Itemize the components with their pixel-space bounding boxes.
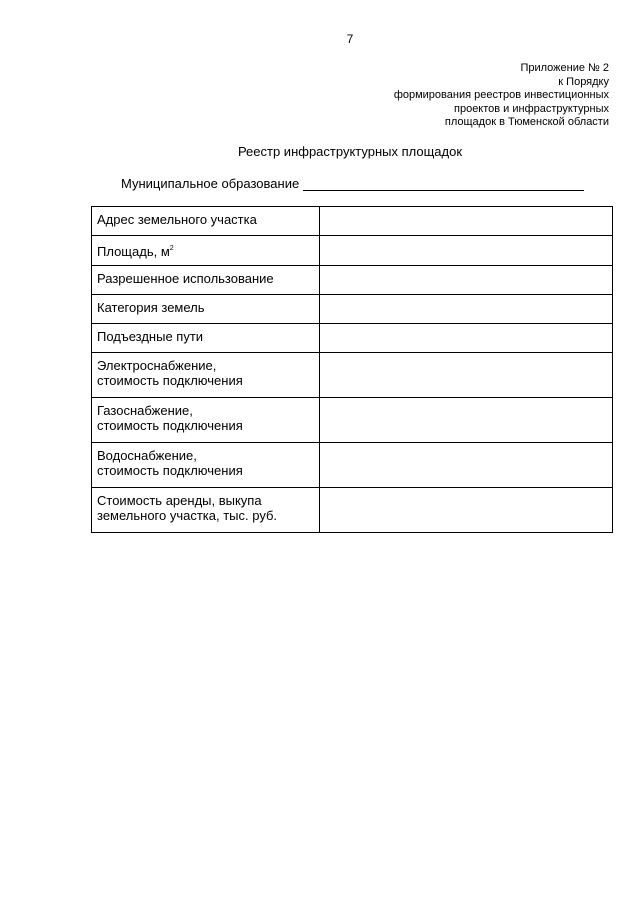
- row-label-text: стоимость подключения: [97, 418, 243, 433]
- table-row: [92, 352, 613, 397]
- table-row: [92, 487, 613, 532]
- table-row: [92, 236, 613, 266]
- row-label: [92, 207, 320, 236]
- row-value-cell: [319, 236, 612, 266]
- row-label-text: Категория земель: [97, 299, 205, 315]
- row-label-text: Стоимость аренды, выкупа: [97, 492, 262, 508]
- row-label-text: Площадь, м: [97, 244, 170, 259]
- row-label: [92, 442, 320, 487]
- table-row: [92, 442, 613, 487]
- row-label: [92, 265, 320, 294]
- appendix-line: площадок в Тюменской области: [444, 116, 609, 128]
- table-row: [92, 323, 613, 352]
- municipality-blank-line: [303, 177, 584, 191]
- row-label: [92, 487, 320, 532]
- table-row: [92, 207, 613, 236]
- row-value-cell: [319, 487, 612, 532]
- row-label-text: земельного участка, тыс. руб.: [97, 508, 278, 523]
- appendix-line: Приложение № 2: [520, 62, 609, 74]
- row-label: [92, 236, 320, 266]
- row-label-text: стоимость подключения: [97, 463, 243, 478]
- row-label: [92, 352, 320, 397]
- page-number: 7: [346, 32, 354, 46]
- document-title: Реестр инфраструктурных площадок: [237, 144, 463, 159]
- appendix-line: проектов и инфраструктурных: [454, 102, 609, 115]
- appendix-line: формирования реестров инвестиционных: [393, 89, 609, 101]
- row-label: [92, 397, 320, 442]
- table-row: [92, 294, 613, 323]
- row-label: [92, 294, 320, 323]
- appendix-line: к Порядку: [558, 75, 609, 88]
- table-row: [92, 265, 613, 294]
- row-label-text: Разрешенное использование: [97, 270, 274, 286]
- row-label-text: стоимость подключения: [97, 373, 243, 388]
- row-label-text: Подъездные пути: [97, 328, 204, 344]
- row-value-cell: [319, 442, 612, 487]
- appendix-header: [394, 62, 609, 130]
- municipality-label: Муниципальное образование: [121, 176, 300, 191]
- row-value-cell: [319, 294, 612, 323]
- table-row: [92, 397, 613, 442]
- row-value-cell: [319, 352, 612, 397]
- row-label: [92, 323, 320, 352]
- registry-table: [91, 206, 613, 533]
- row-label-text: Водоснабжение,: [97, 447, 197, 463]
- row-value-cell: [319, 207, 612, 236]
- unit-superscript: 2: [169, 245, 174, 252]
- row-label-text: Адрес земельного участка: [97, 212, 257, 227]
- row-value-cell: [319, 323, 612, 352]
- row-value-cell: [319, 265, 612, 294]
- row-label-text: Электроснабжение,: [97, 357, 217, 373]
- municipality-field: [121, 176, 584, 191]
- row-value-cell: [319, 397, 612, 442]
- row-label-text: Газоснабжение,: [97, 402, 193, 418]
